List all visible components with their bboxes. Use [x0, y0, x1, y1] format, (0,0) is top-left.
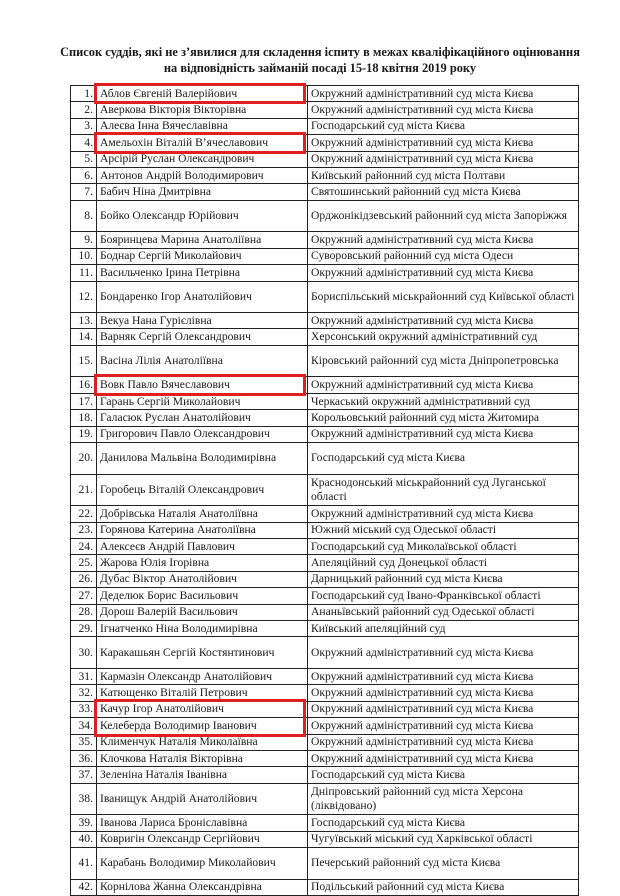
judge-name: Векуа Нана Гурієлівна	[97, 313, 308, 328]
judge-name: Григорович Павло Олександрович	[97, 427, 308, 442]
table-row	[71, 539, 579, 555]
row-number: 41.	[71, 848, 97, 879]
judge-name: Галасюк Руслан Анатолійович	[97, 410, 308, 425]
judge-name: Горобець Віталій Олександрович	[97, 475, 308, 506]
row-number: 19.	[71, 427, 97, 442]
row-number: 22.	[71, 506, 97, 521]
judge-name: Арсірій Руслан Олександрович	[97, 152, 308, 167]
court-name: Кіровський районний суд міста Дніпропетровська	[308, 346, 579, 377]
judge-name: Васильченко Ірина Петрівна	[97, 265, 308, 280]
court-name: Ананьївський районний суд Одеської області	[308, 605, 579, 620]
row-number: 28.	[71, 605, 97, 620]
row-number: 11.	[71, 265, 97, 280]
court-name: Окружний адміністративний суд міста Києва	[308, 669, 579, 684]
judge-name: Клочкова Наталія Вікторівна	[97, 751, 308, 766]
row-number: 21.	[71, 475, 97, 506]
table-row	[71, 621, 579, 637]
table-row	[71, 767, 579, 783]
judge-name: Корнілова Жанна Олександрівна	[97, 880, 308, 895]
court-name: Окружний адміністративний суд міста Києва	[308, 86, 579, 101]
row-number: 1.	[71, 86, 97, 101]
table-row	[71, 249, 579, 265]
row-number: 16.	[71, 377, 97, 392]
judge-name: Іванищук Андрій Анатолійович	[97, 784, 308, 815]
judge-name: Антонов Андрій Володимирович	[97, 168, 308, 183]
court-name: Окружний адміністративний суд міста Києва	[308, 152, 579, 167]
table-row	[71, 735, 579, 751]
row-number: 9.	[71, 232, 97, 247]
row-number: 17.	[71, 394, 97, 409]
row-number: 42.	[71, 880, 97, 895]
judge-name: Келеберда Володимир Іванович	[97, 718, 308, 733]
table-row	[71, 152, 579, 168]
court-name: Корольовський районний суд міста Житомира	[308, 410, 579, 425]
judge-name: Амельохін Віталій В’ячеславович	[97, 135, 308, 150]
table-row	[71, 410, 579, 426]
court-name: Окружний адміністративний суд міста Києва	[308, 427, 579, 442]
table-row	[71, 394, 579, 410]
court-name: Суворовський районний суд міста Одеси	[308, 249, 579, 264]
table-row	[71, 86, 579, 102]
court-name: Подільський районний суд міста Києва	[308, 880, 579, 895]
table-row	[71, 605, 579, 621]
judge-name: Данилова Мальвіна Володимирівна	[97, 443, 308, 474]
court-name: Херсонський окружний адміністративний суд	[308, 329, 579, 344]
court-name: Орджонікідзевський районний суд міста Запоріжжя	[308, 201, 579, 232]
row-number: 34.	[71, 718, 97, 733]
table-row	[71, 329, 579, 345]
court-name: Окружний адміністративний суд міста Києва	[308, 135, 579, 150]
court-name: Окружний адміністративний суд міста Києва	[308, 265, 579, 280]
court-name: Київський районний суд міста Полтави	[308, 168, 579, 183]
row-number: 18.	[71, 410, 97, 425]
row-number: 23.	[71, 523, 97, 538]
court-name: Дарницький районний суд міста Києва	[308, 572, 579, 587]
table-row	[71, 475, 579, 507]
row-number: 32.	[71, 685, 97, 700]
judge-name: Горянова Катерина Анатоліївна	[97, 523, 308, 538]
judge-name: Качур Ігор Анатолійович	[97, 702, 308, 717]
row-number: 5.	[71, 152, 97, 167]
judge-name: Алеєва Інна Вячеславівна	[97, 119, 308, 134]
row-number: 31.	[71, 669, 97, 684]
judge-name: Ковригін Олександр Сергійович	[97, 832, 308, 847]
table-row	[71, 572, 579, 588]
table-row	[71, 265, 579, 281]
table-row	[71, 832, 579, 848]
table-row	[71, 313, 579, 329]
judge-name: Добрівська Наталія Анатоліївна	[97, 506, 308, 521]
table-row	[71, 880, 579, 896]
table-row	[71, 201, 579, 233]
document-title: Список суддів, які не з’явилися для складення іспиту в межах кваліфікаційного оцінювання на відповідність займаній посаді 15-18 квітня 2019 року	[60, 45, 580, 75]
court-name: Господарський суд міста Києва	[308, 815, 579, 830]
table-row	[71, 685, 579, 701]
table-row	[71, 346, 579, 378]
court-name: Печерський районний суд міста Києва	[308, 848, 579, 879]
table-row	[71, 702, 579, 718]
judge-name: Варняк Сергій Олександрович	[97, 329, 308, 344]
court-name: Чугуївський міський суд Харківської області	[308, 832, 579, 847]
row-number: 20.	[71, 443, 97, 474]
row-number: 33.	[71, 702, 97, 717]
row-number: 29.	[71, 621, 97, 636]
judge-name: Ігнатченко Ніна Володимирівна	[97, 621, 308, 636]
judge-name: Деделюк Борис Васильович	[97, 588, 308, 603]
court-name: Апеляційний суд Донецької області	[308, 555, 579, 570]
table-row	[71, 119, 579, 135]
court-name: Окружний адміністративний суд міста Києва	[308, 718, 579, 733]
court-name: Черкаський окружний адміністративний суд	[308, 394, 579, 409]
table-row	[71, 232, 579, 248]
row-number: 3.	[71, 119, 97, 134]
court-name: Господарський суд міста Києва	[308, 119, 579, 134]
judge-name: Вовк Павло Вячеславович	[97, 377, 308, 392]
court-name: Окружний адміністративний суд міста Києва	[308, 685, 579, 700]
court-name: Окружний адміністративний суд міста Києва	[308, 735, 579, 750]
row-number: 26.	[71, 572, 97, 587]
row-number: 8.	[71, 201, 97, 232]
court-name: Окружний адміністративний суд міста Києва	[308, 637, 579, 668]
row-number: 24.	[71, 539, 97, 554]
table-row	[71, 815, 579, 831]
judge-name: Аверкова Вікторія Вікторівна	[97, 102, 308, 117]
court-name: Окружний адміністративний суд міста Києва	[308, 751, 579, 766]
table-row	[71, 523, 579, 539]
table-row	[71, 506, 579, 522]
row-number: 2.	[71, 102, 97, 117]
judge-name: Дорош Валерій Васильович	[97, 605, 308, 620]
court-name: Краснодонський міськрайонний суд Луганської області	[308, 475, 579, 506]
table-row	[71, 784, 579, 816]
row-number: 10.	[71, 249, 97, 264]
judge-name: Каракашьян Сергій Костянтинович	[97, 637, 308, 668]
table-row	[71, 135, 579, 151]
judge-name: Боднар Сергій Миколайович	[97, 249, 308, 264]
row-number: 38.	[71, 784, 97, 815]
row-number: 37.	[71, 767, 97, 782]
judge-name: Катющенко Віталій Петрович	[97, 685, 308, 700]
court-name: Бориспільський міськрайонний суд Київської області	[308, 282, 579, 313]
judge-name: Бондаренко Ігор Анатолійович	[97, 282, 308, 313]
judge-name: Бойко Олександр Юрійович	[97, 201, 308, 232]
judge-name: Зеленіна Наталія Іванівна	[97, 767, 308, 782]
court-name: Святошинський районний суд міста Києва	[308, 184, 579, 199]
court-name: Київський апеляційний суд	[308, 621, 579, 636]
table-row	[71, 168, 579, 184]
judge-name: Жарова Юлія Ігорівна	[97, 555, 308, 570]
table-row	[71, 443, 579, 475]
court-name: Окружний адміністративний суд міста Києва	[308, 102, 579, 117]
court-name: Окружний адміністративний суд міста Києва	[308, 377, 579, 392]
row-number: 30.	[71, 637, 97, 668]
table-row	[71, 848, 579, 880]
row-number: 27.	[71, 588, 97, 603]
table-row	[71, 184, 579, 200]
judge-name: Кармазін Олександр Анатолійович	[97, 669, 308, 684]
court-name: Дніпровський районний суд міста Херсона (ліквідовано)	[308, 784, 579, 815]
table-row	[71, 751, 579, 767]
table-row	[71, 427, 579, 443]
row-number: 6.	[71, 168, 97, 183]
judge-name: Гарань Сергій Миколайович	[97, 394, 308, 409]
row-number: 35.	[71, 735, 97, 750]
judge-name: Васіна Лілія Анатоліївна	[97, 346, 308, 377]
table-row	[71, 718, 579, 734]
court-name: Южний міський суд Одеської області	[308, 523, 579, 538]
court-name: Господарський суд міста Києва	[308, 767, 579, 782]
row-number: 25.	[71, 555, 97, 570]
judge-name: Бабич Ніна Дмитрівна	[97, 184, 308, 199]
table-row	[71, 588, 579, 604]
court-name: Окружний адміністративний суд міста Києва	[308, 313, 579, 328]
table-row	[71, 282, 579, 314]
table-row	[71, 555, 579, 571]
table-row	[71, 669, 579, 685]
row-number: 15.	[71, 346, 97, 377]
row-number: 39.	[71, 815, 97, 830]
court-name: Окружний адміністративний суд міста Києва	[308, 232, 579, 247]
row-number: 4.	[71, 135, 97, 150]
judge-name: Бояринцева Марина Анатоліївна	[97, 232, 308, 247]
judge-name: Клименчук Наталія Миколаївна	[97, 735, 308, 750]
judge-name: Іванова Лариса Броніславівна	[97, 815, 308, 830]
row-number: 13.	[71, 313, 97, 328]
court-name: Господарський суд Івано-Франківської області	[308, 588, 579, 603]
court-name: Окружний адміністративний суд міста Києва	[308, 702, 579, 717]
judge-name: Аблов Євгеній Валерійович	[97, 86, 308, 101]
row-number: 7.	[71, 184, 97, 199]
court-name: Господарський суд міста Києва	[308, 443, 579, 474]
table-row	[71, 102, 579, 118]
row-number: 36.	[71, 751, 97, 766]
court-name: Господарський суд Миколаївської області	[308, 539, 579, 554]
table-row	[71, 637, 579, 669]
row-number: 14.	[71, 329, 97, 344]
row-number: 40.	[71, 832, 97, 847]
table-row	[71, 377, 579, 393]
judge-name: Карабань Володимир Миколайович	[97, 848, 308, 879]
judge-name: Алексеєв Андрій Павлович	[97, 539, 308, 554]
judge-name: Дубас Віктор Анатолійович	[97, 572, 308, 587]
row-number: 12.	[71, 282, 97, 313]
court-name: Окружний адміністративний суд міста Києва	[308, 506, 579, 521]
judges-table	[70, 85, 579, 896]
